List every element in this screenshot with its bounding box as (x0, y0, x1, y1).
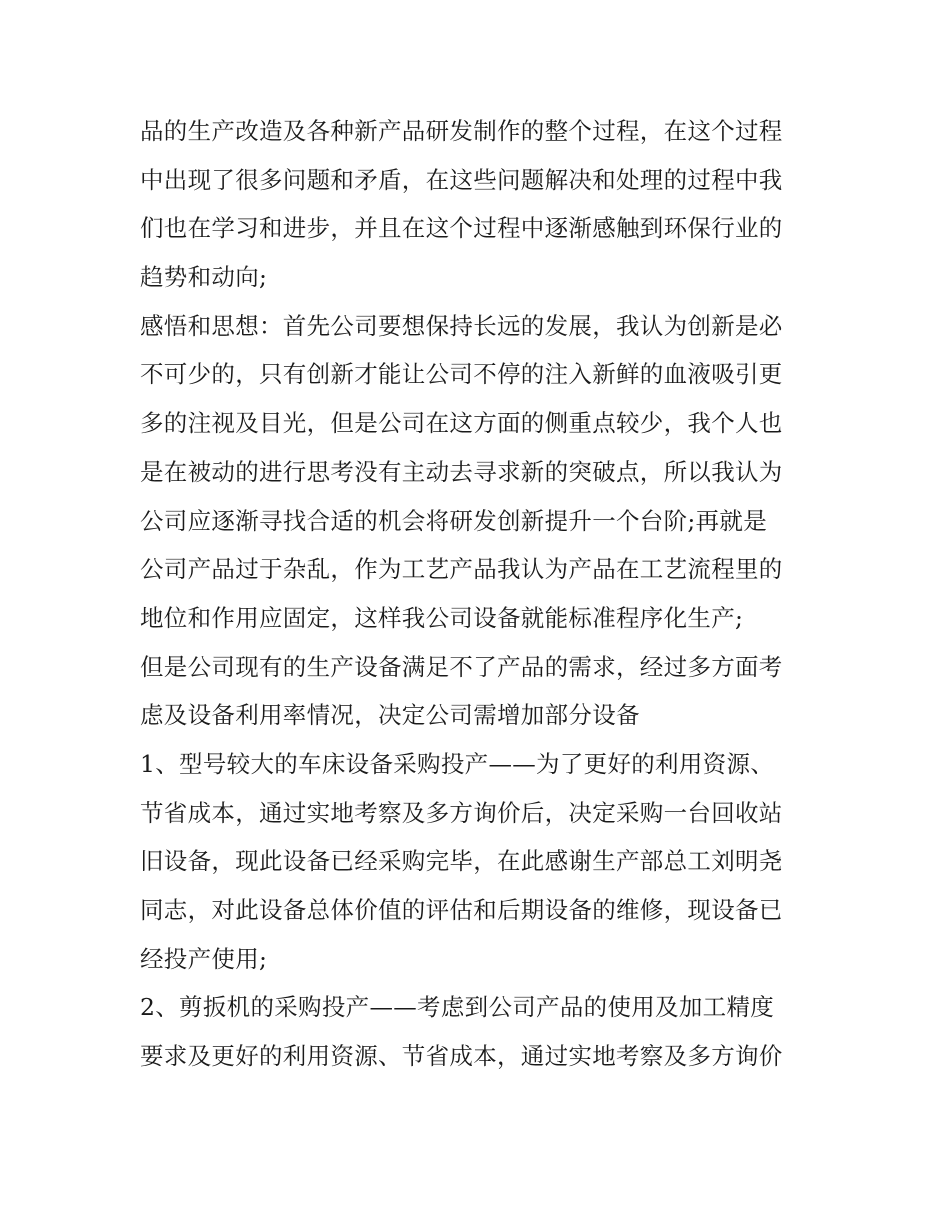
text-line: 们也在学习和进步，并且在这个过程中逐渐感触到环保行业的 (140, 214, 783, 243)
text-line: 虑及设备利用率情况，决定公司需增加部分设备 (140, 701, 640, 730)
text-line: 2、剪扳机的采购投产——考虑到公司产品的使用及加工精度 (140, 993, 775, 1022)
text-line: 旧设备，现此设备已经采购完毕，在此感谢生产部总工刘明尧 (140, 847, 783, 876)
text-line: 要求及更好的利用资源、节省成本，通过实地考察及多方询价 (140, 1042, 783, 1071)
text-line: 中出现了很多问题和矛盾，在这些问题解决和处理的过程中我 (140, 165, 783, 194)
text-line: 但是公司现有的生产设备满足不了产品的需求，经过多方面考 (140, 652, 783, 681)
text-line: 多的注视及目光，但是公司在这方面的侧重点较少，我个人也 (140, 409, 783, 438)
text-line: 趋势和动向; (140, 263, 268, 292)
text-line: 公司产品过于杂乱，作为工艺产品我认为产品在工艺流程里的 (140, 555, 783, 584)
text-line: 是在被动的进行思考没有主动去寻求新的突破点，所以我认为 (140, 457, 783, 486)
text-line: 品的生产改造及各种新产品研发制作的整个过程，在这个过程 (140, 117, 783, 145)
text-line: 经投产使用; (140, 944, 268, 973)
text-line: 1、型号较大的车床设备采购投产——为了更好的利用资源、 (140, 749, 775, 778)
text-line: 感悟和思想：首先公司要想保持长远的发展，我认为创新是必 (140, 311, 783, 340)
text-line: 不可少的，只有创新才能让公司不停的注入新鲜的血液吸引更 (140, 360, 783, 389)
text-line: 地位和作用应固定，这样我公司设备就能标准程序化生产; (140, 603, 744, 632)
text-line: 同志，对此设备总体价值的评估和后期设备的维修，现设备已 (140, 896, 783, 924)
body-text (140, 107, 820, 1081)
text-line: 节省成本，通过实地考察及多方询价后，决定采购一台回收站 (140, 798, 783, 827)
text-line: 公司应逐渐寻找合适的机会将研发创新提升一个台阶;再就是 (140, 506, 768, 535)
